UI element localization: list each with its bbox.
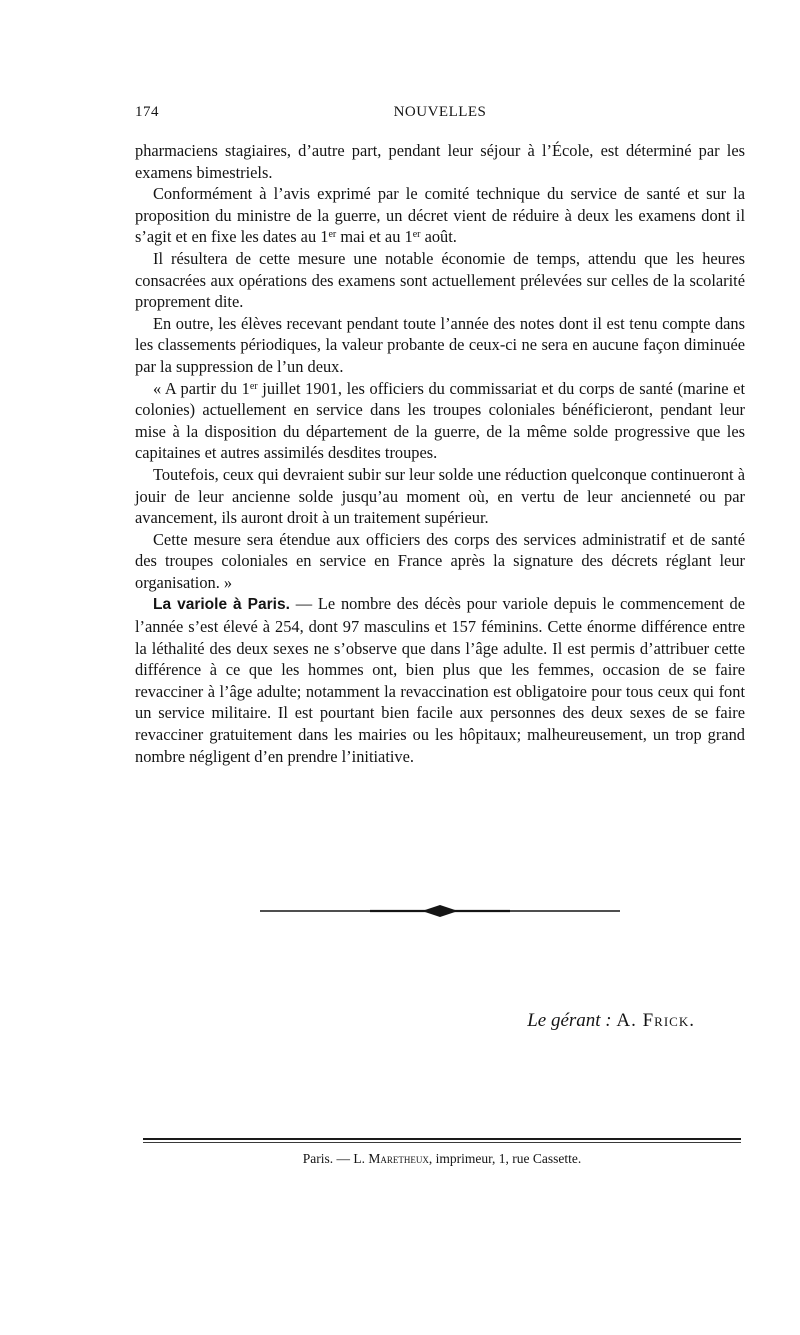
imprint-text: , imprimeur, 1, rue Cassette. bbox=[428, 1151, 582, 1166]
paragraph: pharmaciens stagiaires, d’autre part, pendant leur séjour à l’École, est déterminé par les examens bimestriels. bbox=[135, 141, 745, 182]
superscript: er bbox=[249, 380, 258, 392]
paragraph-text: mai et au 1 bbox=[336, 227, 413, 247]
imprint-text: Paris. — L. bbox=[302, 1151, 369, 1166]
body-text bbox=[135, 140, 745, 767]
paragraph-text: août. bbox=[420, 227, 457, 247]
paragraph-text: — Le nombre des décès pour variole depuis le commencement de l’année s’est élevé à 254, dont 97 masculins et 157 féminins. Cette énorme différence entre la léthalité des deux sexes ne s’observe que dans l’âge adulte. Il est permis d’attribuer cette différence à ce que les hommes ont, bien plus que les femmes, occasion de se faire revacciner à l’âge adulte; notamment la revaccination est obligatoire pour tous ceux qui font un service militaire. Il est pourtant bien facile aux personnes des deux sexes de se faire revacciner gratuitement dans les mairies ou les hôpitaux; malheureusement, un trop grand nombre négligent d’en prendre l’initiative. bbox=[135, 594, 745, 766]
paragraph: Toutefois, ceux qui devraient subir sur leur solde une réduction quelconque continueront à jouir de leur ancienne solde jusqu’au moment où, en vertu de leur ancienneté ou par avancement, ils auront droit à un traitement supérieur. bbox=[135, 464, 745, 528]
paragraph bbox=[135, 593, 745, 767]
paragraph-text: « A partir du 1 bbox=[153, 378, 250, 398]
paragraph bbox=[135, 378, 745, 464]
running-title: NOUVELLES bbox=[393, 104, 487, 120]
page-number: 174 bbox=[135, 104, 159, 120]
signature-surname: Frick. bbox=[642, 1010, 695, 1031]
imprint-printer: Maretheux bbox=[368, 1151, 429, 1166]
paragraph-text: juillet 1901, les officiers du commissariat et du corps de santé (marine et colonies) actuellement en service dans les troupes coloniales bénéficieront, pendant leur mise à la disposition du département de la guerre, de la même solde progressive que les capitaines et autres assimilés desdites troupes. bbox=[135, 378, 745, 463]
footer-rule bbox=[143, 1142, 741, 1143]
superscript: er bbox=[412, 229, 421, 241]
paragraph: Il résultera de cette mesure une notable économie de temps, attendu que les heures consacrées aux opérations des examens sont actuellement prélevées sur celles de la scolarité proprement dite. bbox=[135, 248, 745, 312]
paragraph bbox=[135, 183, 745, 248]
section-heading: La variole à Paris. bbox=[153, 596, 290, 614]
paragraph: Cette mesure sera étendue aux officiers des corps des services administratif et de santé des troupes coloniales en service en France après la signature des décrets réglant leur organisation. » bbox=[135, 529, 745, 592]
signature-role: Le gérant : bbox=[527, 1010, 612, 1031]
running-head bbox=[135, 104, 745, 126]
signature bbox=[400, 1010, 695, 1032]
ornamental-divider bbox=[260, 901, 620, 921]
superscript: er bbox=[328, 229, 337, 241]
footer-rule bbox=[143, 1138, 741, 1140]
signature-name bbox=[616, 1010, 695, 1031]
signature-initial: A. bbox=[616, 1010, 637, 1031]
divider-ornament-icon bbox=[260, 901, 620, 921]
paragraph: En outre, les élèves recevant pendant toute l’année des notes dont il est tenu compte dans les classements périodiques, la valeur probante de ceux-ci ne sera en aucune façon diminuée par la suppression de l’un deux. bbox=[135, 313, 745, 376]
paragraph-text: Conformément à l’avis exprimé par le comité technique du service de santé et sur la proposition du ministre de la guerre, un décret vient de réduire à deux les examens dont il s’agit et en fixe les dates au 1 bbox=[135, 184, 745, 247]
printer-imprint bbox=[143, 1151, 741, 1167]
